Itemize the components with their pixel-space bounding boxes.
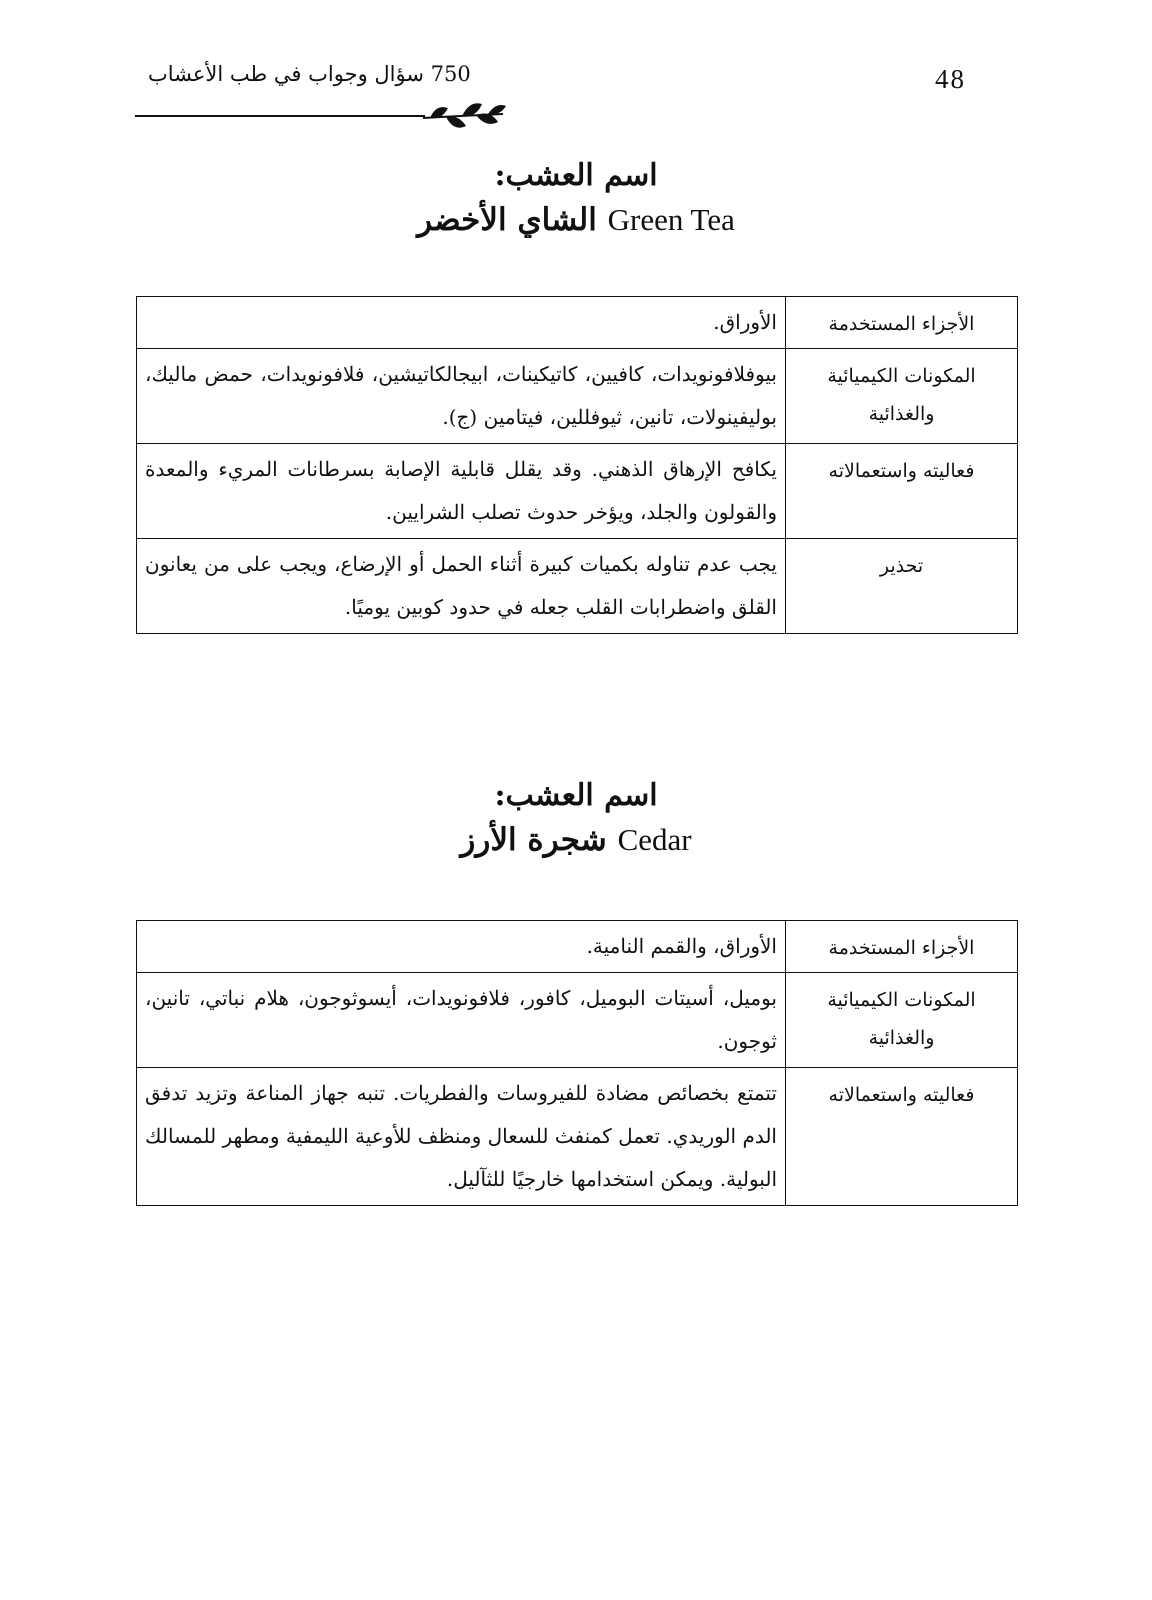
table-row bbox=[137, 1068, 1018, 1206]
row-value: بيوفلافونويدات، كافيين، كاتيكينات، ابيجالكاتيشين، فلافونويدات، حمض ماليك، بوليفينولات، تانين، ثيوفللين، فيتامين (ج). bbox=[137, 349, 786, 444]
page-number: 48 bbox=[935, 64, 966, 94]
row-label: الأجزاء المستخدمة bbox=[786, 297, 1018, 349]
row-label: فعاليته واستعمالاته bbox=[786, 1068, 1018, 1206]
herb-title-1 bbox=[0, 202, 1152, 238]
row-value: الأوراق، والقمم النامية. bbox=[137, 921, 786, 973]
herb-table-green-tea bbox=[136, 296, 1018, 634]
herb-heading-2: اسم العشب: bbox=[494, 778, 658, 813]
running-header-title: 750 سؤال وجواب في طب الأعشاب bbox=[148, 62, 471, 86]
row-value: تتمتع بخصائص مضادة للفيروسات والفطريات. تنبه جهاز المناعة وتزيد تدفق الدم الوريدي. تعمل كمنفث للسعال ومنظف للأوعية الليمفية ومطهر للمسالك البولية. ويمكن استخدامها خارجيًا للثآليل. bbox=[137, 1068, 786, 1206]
table-row bbox=[137, 297, 1018, 349]
herb-name-ar-2: شجرة الأرز bbox=[460, 822, 607, 858]
row-value: الأوراق. bbox=[137, 297, 786, 349]
leaf-ornament-icon bbox=[418, 96, 508, 136]
row-value: بوميل، أسيتات البوميل، كافور، فلافونويدات، أيسوثوجون، هلام نباتي، تانين، ثوجون. bbox=[137, 973, 786, 1068]
herb-name-ar-1: الشاي الأخضر bbox=[417, 202, 597, 238]
herb-title-2 bbox=[0, 822, 1152, 858]
row-value: يكافح الإرهاق الذهني. وقد يقلل قابلية الإصابة بسرطانات المريء والمعدة والقولون والجلد، ويؤخر حدوث تصلب الشرايين. bbox=[137, 444, 786, 539]
row-label: المكونات الكيميائية والغذائية bbox=[786, 973, 1018, 1068]
table-row bbox=[137, 921, 1018, 973]
herb-name-en-2: Cedar bbox=[617, 822, 692, 857]
table-row bbox=[137, 444, 1018, 539]
herb-name-en-1: Green Tea bbox=[607, 202, 735, 237]
table-row bbox=[137, 349, 1018, 444]
row-label: فعاليته واستعمالاته bbox=[786, 444, 1018, 539]
table-row bbox=[137, 539, 1018, 634]
row-value: يجب عدم تناوله بكميات كبيرة أثناء الحمل أو الإرضاع، ويجب على من يعانون القلق واضطرابات القلب جعله في حدود كوبين يوميًا. bbox=[137, 539, 786, 634]
herb-heading-1: اسم العشب: bbox=[494, 158, 658, 193]
row-label: الأجزاء المستخدمة bbox=[786, 921, 1018, 973]
header-rule bbox=[135, 115, 425, 117]
row-label: المكونات الكيميائية والغذائية bbox=[786, 349, 1018, 444]
row-label: تحذير bbox=[786, 539, 1018, 634]
herb-table-cedar bbox=[136, 920, 1018, 1206]
table-row bbox=[137, 973, 1018, 1068]
